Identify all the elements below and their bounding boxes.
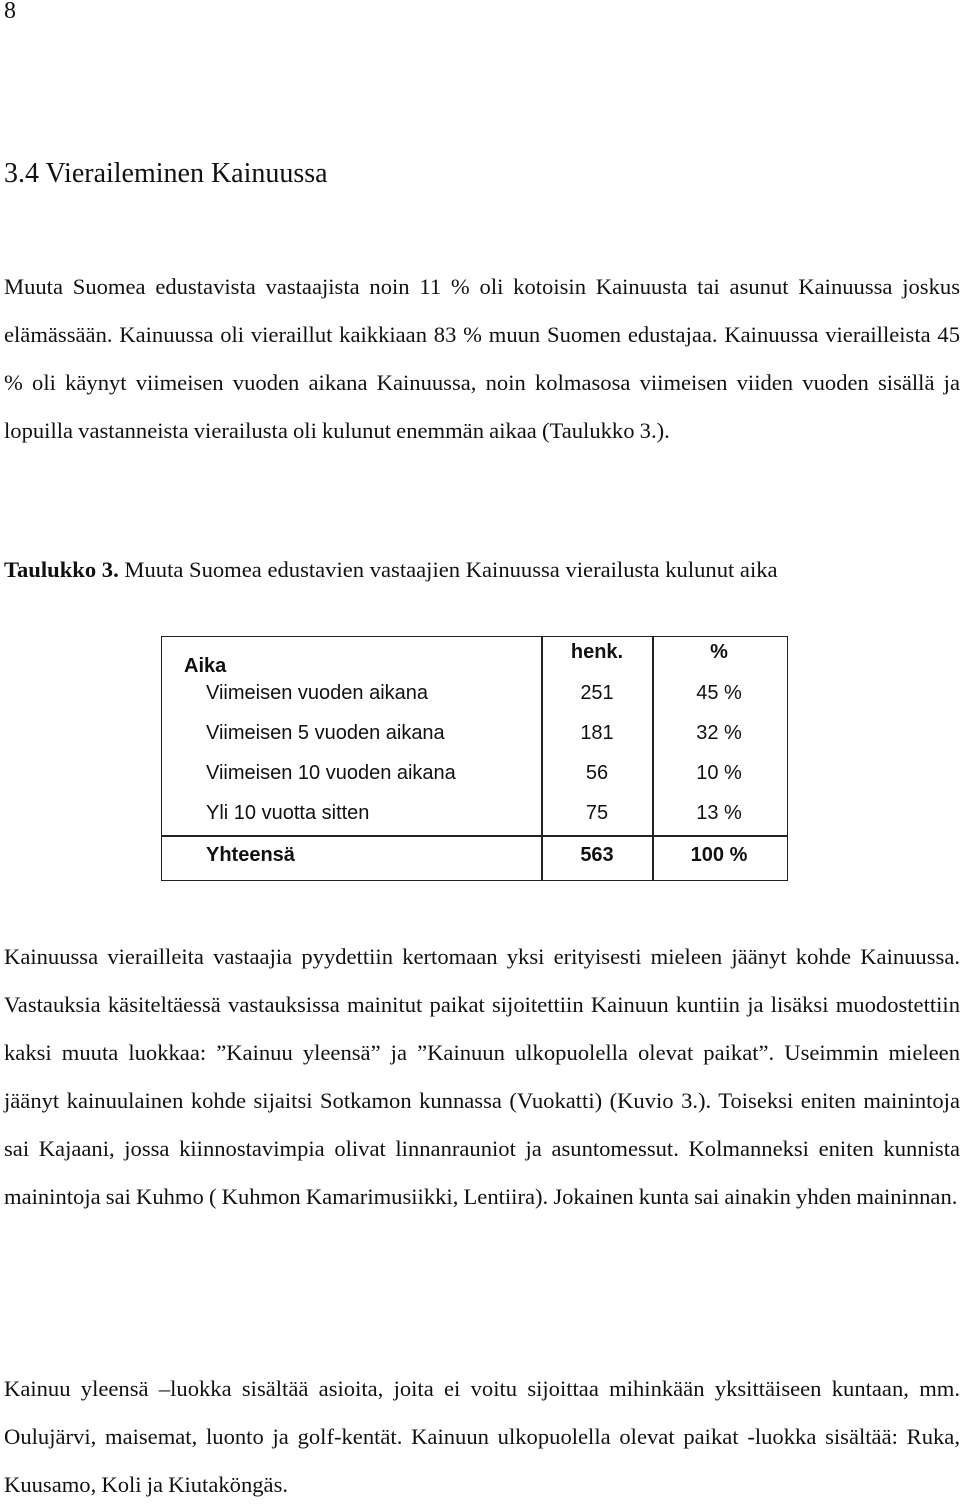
row-percent: 13 % [696, 802, 742, 824]
row-percent: 32 % [696, 722, 742, 744]
page-number: 8 [4, 0, 16, 24]
table-caption [4, 557, 778, 583]
row-henk: 75 [585, 802, 609, 824]
table-divider [652, 637, 654, 880]
total-label: Yhteensä [206, 844, 295, 866]
header-aika: Aika [184, 655, 227, 677]
header-percent: % [710, 641, 728, 663]
paragraph-destinations: Kainuussa vierailleita vastaajia pyydettiin kertomaan yksi erityisesti mieleen jäänyt kohde Kainuussa. Vastauksia käsiteltäessä vastauksissa mainitut paikat sijoitettiin Kainuun kuntiin ja lisäksi muodostettiin kaksi muuta luokkaa: ”Kainuu yleensä” ja ”Kainuun ulkopuolella olevat paikat”. Useimmin mieleen jäänyt kainuulainen kohde sijaitsi Sotkamon kunnassa (Vuokatti) (Kuvio 3.). Toiseksi eniten mainintoja sai Kajaani, jossa kiinnostavimpia olivat linnanrauniot ja asuntomessut. Kolmanneksi eniten kunnista mainintoja sai Kuhmo ( Kuhmon Kamarimusiikki, Lentiira). Jokainen kunta sai ainakin yhden maininnan. [4, 944, 960, 1209]
total-henk: 563 [580, 844, 614, 866]
table-caption-text: Muuta Suomea edustavien vastaajien Kainuussa vierailusta kulunut aika [118, 557, 778, 582]
table-caption-label: Taulukko 3. [4, 557, 119, 582]
paragraph-categories: Kainuu yleensä –luokka sisältää asioita, joita ei voitu sijoittaa mihinkään yksittäiseen kuntaan, mm. Oulujärvi, maisemat, luonto ja golf-kentät. Kainuun ulkopuolella olevat paikat -luokka sisältää: Ruka, Kuusamo, Koli ja Kiutaköngäs. [4, 1376, 960, 1497]
row-henk: 56 [585, 762, 609, 784]
row-label: Viimeisen 10 vuoden aikana [206, 762, 456, 784]
visit-time-table [161, 636, 788, 881]
row-henk: 251 [580, 682, 614, 704]
row-label: Viimeisen 5 vuoden aikana [206, 722, 445, 744]
total-percent: 100 % [690, 844, 748, 866]
row-henk: 181 [580, 722, 614, 744]
table-total-divider [162, 835, 787, 837]
row-percent: 10 % [696, 762, 742, 784]
section-heading: 3.4 Vieraileminen Kainuussa [4, 158, 328, 189]
row-label: Yli 10 vuotta sitten [206, 802, 370, 824]
paragraph-intro: Muuta Suomea edustavista vastaajista noin 11 % oli kotoisin Kainuusta tai asunut Kainuussa joskus elämässään. Kainuussa oli vieraillut kaikkiaan 83 % muun Suomen edustajaa. Kainuussa vierailleista 45 % oli käynyt viimeisen vuoden aikana Kainuussa, noin kolmasosa viimeisen viiden vuoden sisällä ja lopuilla vastanneista vierailusta oli kulunut enemmän aikaa (Taulukko 3.). [4, 274, 960, 443]
row-label: Viimeisen vuoden aikana [206, 682, 429, 704]
row-percent: 45 % [696, 682, 742, 704]
header-henk: henk. [570, 641, 624, 663]
